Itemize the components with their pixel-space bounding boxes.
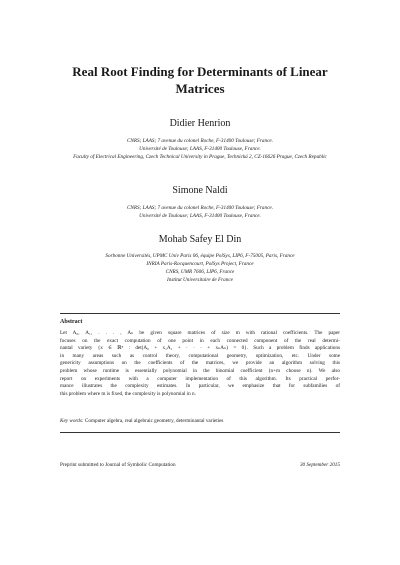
author-affiliations: [55, 204, 345, 220]
affiliation-line: Sorbonne Universités, UPMC Univ Paris 06, équipe PolSys, LIP6, F-75005, Paris, France: [105, 253, 295, 259]
author-name: Mohab Safey El Din: [158, 234, 242, 245]
affiliation-line: Université de Toulouse; LAAS, F-31400 Toulouse, France.: [139, 146, 261, 152]
abstract-text: [60, 330, 340, 398]
abstract-heading: Abstract: [60, 319, 83, 325]
affiliation-line: CNRS; LAAS; 7 avenue du colonel Roche, F-31400 Toulouse; France.: [126, 205, 274, 211]
title-line-2: Matrices: [175, 81, 225, 96]
keywords: [60, 418, 223, 424]
abstract-line: in many areas such as control theory, computational geometry, optimization, etc. Under some: [60, 352, 340, 359]
abstract-line: focuses on the exact computation of one point in each connected component of the real determi-: [60, 337, 340, 344]
author-name: Didier Henrion: [169, 118, 231, 129]
title-line-1: Real Root Finding for Determinants of Linear: [72, 64, 328, 79]
affiliation-line: INRIA Paris-Rocquencourt, PolSys Project, France: [146, 261, 254, 267]
date-note: 30 September 2015: [299, 462, 340, 468]
abstract-line: report on experiments with a computer implementation of this algorithm. Its practical perfor-: [60, 375, 340, 382]
author-affiliations: [55, 252, 345, 284]
abstract-line: nantal variety {x ∈ ℝⁿ : det(A₀ + x₁A₁ + · · · + xₙAₙ) = 0}. Such a problem finds applications: [60, 345, 340, 352]
abstract-line: mance illustrates the complexity estimates. In particular, we emphasize that for subfamilies of: [60, 383, 340, 390]
affiliation-line: Université de Toulouse; LAAS, F-31400 Toulouse, France.: [139, 213, 261, 219]
affiliation-line: Institut Universitaire de France: [167, 277, 233, 283]
affiliation-line: Faculty of Electrical Engineering, Czech Technical University in Prague, Technická 2, CZ-16626 Prague, Czech Republic: [73, 154, 327, 160]
paper-title: [40, 63, 360, 97]
author-affiliations: [55, 137, 345, 161]
abstract-line: this problem where m is fixed, the complexity is polynomial in n.: [60, 390, 196, 397]
abstract-line: genericity assumptions on the coefficients of the matrices, we provide an algorithm solving this: [60, 360, 340, 367]
abstract-line: problem whose runtime is essentially polynomial in the binomial coefficient (n+m choose n). We also: [60, 367, 340, 374]
abstract-line: Let A₀, A₁, . . . , Aₙ be given square matrices of size m with rational coefficients. The paper: [60, 330, 340, 336]
keywords-text: Computer algebra, real algebraic geometry, determinantal varieties: [84, 418, 224, 424]
affiliation-line: CNRS; LAAS; 7 avenue du colonel Roche, F-31400 Toulouse; France.: [126, 138, 274, 144]
abstract-section: [60, 313, 340, 433]
keywords-label: Key words:: [60, 418, 84, 424]
author-name: Simone Naldi: [172, 185, 228, 196]
preprint-note: Preprint submitted to Journal of Symbolic Computation: [60, 462, 176, 468]
affiliation-line: CNRS, UMR 7606, LIP6, France: [165, 269, 235, 275]
